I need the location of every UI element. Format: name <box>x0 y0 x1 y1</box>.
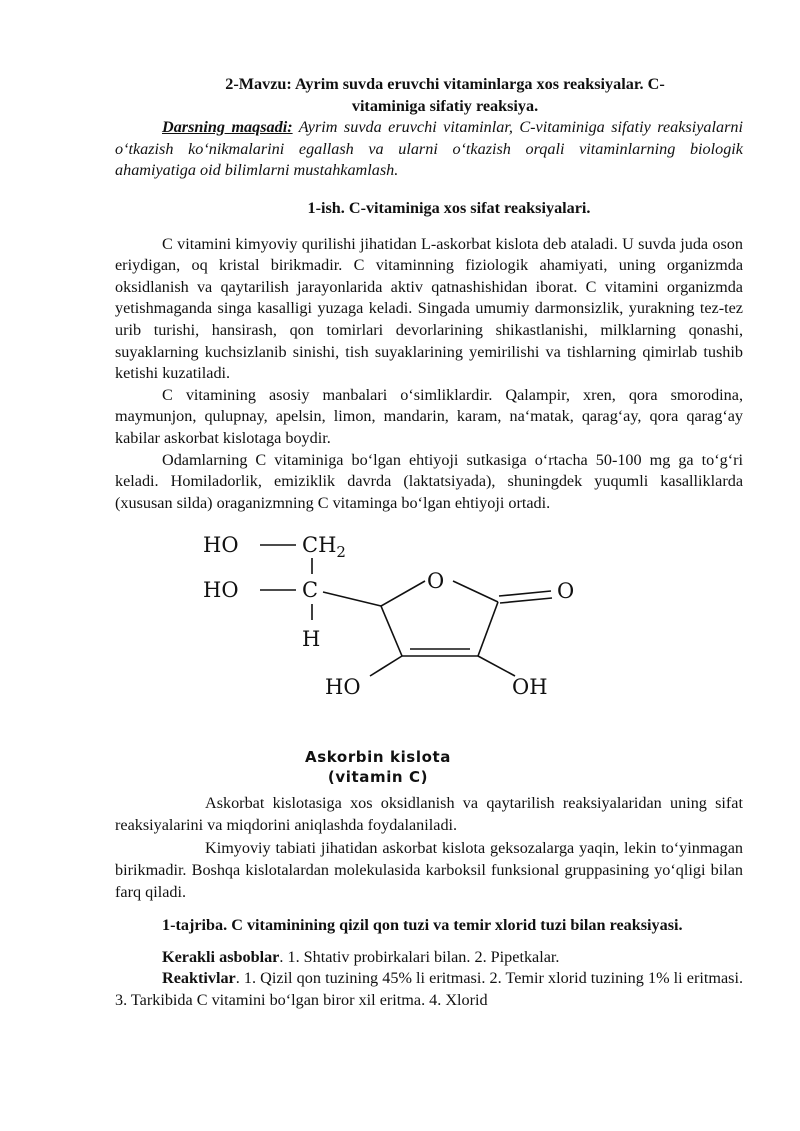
label-keto-oxygen: O <box>557 579 575 604</box>
reagents-label: Reaktivlar <box>162 969 236 988</box>
tools-label: Kerakli asboblar <box>162 947 280 966</box>
tools-text: . 1. Shtativ probirkalari bilan. 2. Pipetkalar. <box>279 947 560 966</box>
paragraph-1: C vitamini kimyoviy qurilishi jihatidan L-askorbat kislota deb ataladi. U suvda juda oson eriydigan, oq kristal birikmadir. C vitaminning fiziologik ahamiyati, uning organizmda oksidlanish va qaytarilish jarayonlarida aktiv qatnashishidan iborat. C vitamini organizmda yetishmaganda singa kasalligi yuzaga keladi. Singada umumiy darmonsizlik, yurakning tez-tez urib turishi, hansirash, qon tomirlari devorlarining shikastlanishi, milklarning qonashi, suyaklarning kuchsizlanib sinishi, tish suyaklarining yemirilishi va tishlarning qimirlab tushib ketishi kuzatiladi. <box>115 234 743 383</box>
goal-label: Darsning maqsadi: <box>162 118 293 137</box>
lesson-goal <box>115 117 743 182</box>
structure-bonds <box>260 545 552 676</box>
paragraph-4: Askorbat kislotasiga xos oksidlanish va qaytarilish reaksiyalaridan uning sifat reaksiyalarini va miqdorini aniqlashda foydalaniladi. <box>115 794 743 834</box>
caption-line-2: (vitamin C) <box>327 768 429 787</box>
reagents-paragraph <box>115 968 743 1011</box>
title-line-1: 2-Mavzu: Ayrim suvda eruvchi vitaminlarga xos reaksiyalar. C- <box>225 75 665 93</box>
goal-text: Ayrim suvda eruvchi vitaminlar, C-vitaminiga sifatiy reaksiyalarni o‘tkazish ko‘nikmalarini egallash va ularni o‘tkazish orqali vitaminlarning biologik ahamiyatiga oid bilimlarni mustahkamlash. <box>115 118 743 180</box>
paragraph-3: Odamlarning C vitaminiga bo‘lgan ehtiyoji sutkasiga o‘rtacha 50-100 mg ga to‘g‘ri keladi. Homiladorlik, emiziklik davrda (laktatsiyada), shuningdek yuqumli kasalliklarda (xususan silda) oraganizmning C vitaminga bo‘lgan ehtiyoji ortadi. <box>115 450 743 512</box>
label-h: H <box>302 627 321 652</box>
tools-paragraph <box>115 947 743 969</box>
page-content <box>115 74 743 1012</box>
label-ho-top: HO <box>203 533 239 558</box>
label-ring-oxygen: O <box>427 569 445 594</box>
label-ho-bottom: HO <box>325 675 361 700</box>
label-ch2: $CH_2$ <box>302 533 346 562</box>
paragraph-2: C vitamining asosiy manbalari o‘simliklardir. Qalampir, xren, qora smorodina, maymunjon, qulupnay, apelsin, limon, mandarin, karam, na‘matak, qarag‘ay, qora qarag‘ay kabilar askorbat kislotaga boydir. <box>115 385 743 447</box>
label-oh: OH <box>512 675 548 700</box>
ascorbic-acid-structure <box>115 528 743 793</box>
label-ho-middle: HO <box>203 578 239 603</box>
caption-line-1: Askorbin kislota <box>305 748 451 767</box>
label-c: C <box>302 578 319 603</box>
paragraph-5: Kimyoviy tabiati jihatidan askorbat kislota geksozalarga yaqin, lekin to‘yinmagan birikmadir. Boshqa kislotalardan molekulasida karboksil funksional gruppasining yo‘qligi bilan farq qiladi. <box>115 839 743 901</box>
reagents-text: . 1. Qizil qon tuzining 45% li eritmasi. 2. Temir xlorid tuzining 1% li eritmasi. 3. Tarkibida C vitamini bo‘lgan biror xil eritma. 4. Xlorid <box>115 969 743 1010</box>
title-line-2: vitaminiga sifatiy reaksiya. <box>351 96 539 115</box>
structure-caption <box>283 747 473 787</box>
section-heading: 1-ish. C-vitaminiga xos sifat reaksiyalari. <box>307 198 591 217</box>
experiment-heading: 1-tajriba. C vitaminining qizil qon tuzi va temir xlorid tuzi bilan reaksiyasi. <box>162 916 683 935</box>
